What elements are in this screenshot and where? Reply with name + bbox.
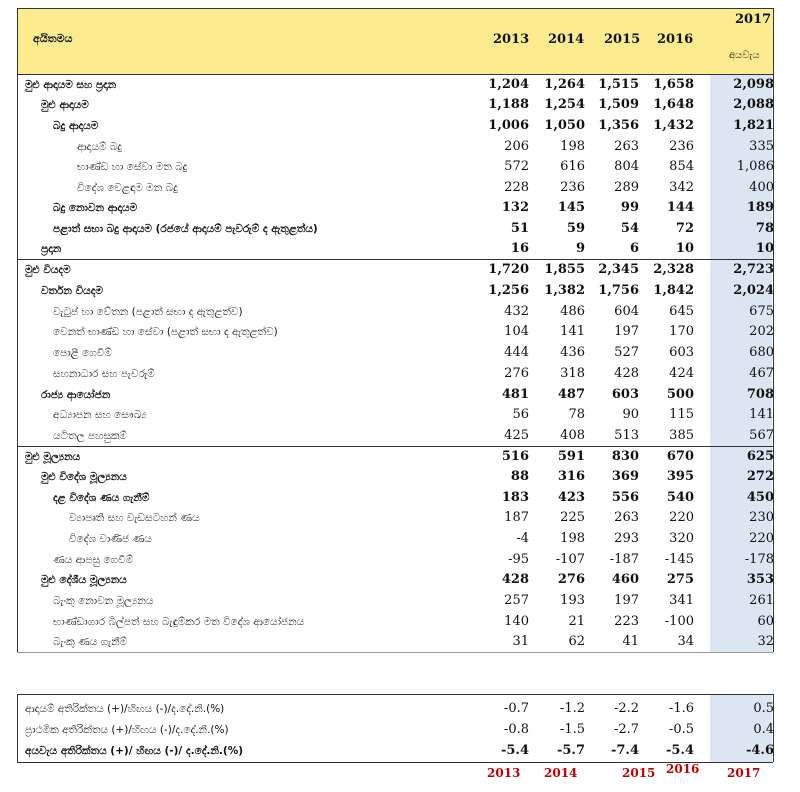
- row-value-2015: -7.4: [610, 743, 639, 758]
- row-label: මුළු දේශීය මූල්‍යනය: [41, 574, 127, 586]
- row-label: විදේශ වෙළඳාම මත බදු: [77, 182, 178, 194]
- row-label: ප්‍රාථමික අතිරික්තය (+)/හිඟය (-)/ද.දේ.නි.(%): [25, 724, 229, 736]
- row-value-2017: 1,086: [736, 159, 774, 174]
- row-value-2017: 60: [757, 614, 774, 629]
- row-value-2014: -5.7: [556, 743, 585, 758]
- row-value-2017: 1,821: [733, 118, 774, 133]
- row-value-2015: -2.7: [613, 722, 639, 737]
- table-row: [17, 178, 773, 198]
- row-value-2017: 32: [757, 634, 774, 649]
- footer-year-2017: 2017: [727, 766, 761, 780]
- header-year-2016: 2016: [657, 32, 694, 47]
- row-label: බැංකු ණය ගැනීම්: [53, 636, 128, 648]
- table-row: [17, 157, 773, 177]
- row-value-2016: 645: [669, 304, 694, 319]
- row-value-2013: 432: [504, 304, 529, 319]
- row-label: වැටුප් හා වේතන (පළාත් සභා ද ඇතුළත්ව): [53, 306, 243, 318]
- row-value-2017: -4.6: [745, 743, 774, 758]
- row-value-2016: 115: [669, 407, 694, 422]
- row-value-2015: 527: [614, 345, 639, 360]
- row-value-2016: 34: [677, 634, 694, 649]
- row-value-2016: 540: [666, 490, 694, 505]
- row-value-2013: 183: [501, 490, 529, 505]
- header-year-2013: 2013: [493, 32, 530, 47]
- table-row: [17, 741, 773, 761]
- row-value-2014: 1,264: [544, 77, 585, 92]
- row-value-2014: 225: [560, 510, 585, 525]
- row-label: ණය ආපසු ගෙවීම්: [53, 554, 134, 566]
- row-value-2013: 444: [504, 345, 529, 360]
- row-value-2017: 10: [755, 241, 774, 256]
- row-value-2016: 341: [669, 593, 694, 608]
- row-value-2017: 625: [746, 449, 774, 464]
- row-value-2013: 31: [512, 634, 529, 649]
- row-value-2015: 197: [614, 324, 639, 339]
- row-value-2016: -100: [664, 614, 694, 629]
- row-value-2016: 144: [666, 200, 694, 215]
- row-value-2017: 0.4: [753, 722, 774, 737]
- row-label: ආදායම් බදු: [77, 141, 122, 153]
- row-value-2015: 197: [614, 593, 639, 608]
- row-value-2014: 145: [557, 200, 585, 215]
- footer-year-2016: 2016: [666, 762, 700, 776]
- row-value-2013: 572: [504, 159, 529, 174]
- row-value-2013: 51: [510, 221, 529, 236]
- row-value-2014: 9: [575, 241, 585, 256]
- row-value-2014: -1.2: [559, 701, 585, 716]
- row-value-2014: 408: [560, 428, 585, 443]
- row-value-2013: 516: [501, 449, 529, 464]
- row-value-2014: 59: [566, 221, 585, 236]
- row-label: භාණ්ඩාගාර බිල්පත් සහ බැඳුම්කර මත විදේශ ආයෝජනය: [53, 616, 305, 628]
- row-value-2014: 78: [568, 407, 585, 422]
- table-right-border: [773, 8, 774, 652]
- row-value-2016: 424: [669, 366, 694, 381]
- row-value-2016: 275: [666, 572, 694, 587]
- row-value-2014: 1,254: [544, 97, 585, 112]
- ratio-top-border: [17, 694, 773, 695]
- row-value-2014: -107: [555, 552, 585, 567]
- row-value-2017: 220: [749, 531, 774, 546]
- row-value-2015: 6: [629, 241, 639, 256]
- table-row: [17, 239, 773, 259]
- table-bottom-border: [17, 652, 773, 653]
- row-value-2013: 1,188: [488, 97, 529, 112]
- row-value-2017: 400: [749, 180, 774, 195]
- row-value-2017: 2,088: [733, 97, 774, 112]
- table-row: [17, 720, 773, 740]
- row-value-2017: 675: [749, 304, 774, 319]
- row-value-2013: 140: [504, 614, 529, 629]
- row-value-2017: 335: [749, 139, 774, 154]
- row-value-2017: 2,723: [733, 262, 774, 277]
- row-label: මුළු විදේශ මූල්‍යනය: [41, 471, 127, 483]
- table-top-border: [17, 8, 773, 9]
- row-label: පොළී ගෙවීම්: [53, 347, 112, 359]
- row-value-2013: -0.8: [503, 722, 529, 737]
- table-row: [17, 198, 773, 218]
- row-value-2013: 16: [510, 241, 529, 256]
- table-row: [17, 612, 773, 632]
- row-label: ප්‍රදාන: [41, 243, 62, 255]
- row-value-2017: 2,024: [733, 283, 774, 298]
- row-label: රාජ්‍ය ආයෝජන: [41, 389, 111, 401]
- row-value-2013: 481: [501, 387, 529, 402]
- table-left-border: [17, 8, 18, 652]
- row-value-2016: 1,648: [653, 97, 694, 112]
- row-label: මුළු වියදම: [25, 264, 71, 276]
- row-value-2017: 680: [749, 345, 774, 360]
- row-value-2016: 500: [666, 387, 694, 402]
- row-value-2017: 567: [749, 428, 774, 443]
- table-row: [17, 364, 773, 384]
- row-label: අයවැය අතිරික්තය (+)/ හිඟය (-)/ ද.දේ.නි.(%): [25, 745, 244, 757]
- table-row: [17, 550, 773, 570]
- row-label: වර්තන වියදම: [41, 285, 103, 297]
- row-value-2013: -0.7: [503, 701, 529, 716]
- table-row: [17, 570, 773, 590]
- row-label: මුළු ආදායම සහ ප්‍රදාන: [25, 79, 117, 91]
- row-value-2015: 830: [611, 449, 639, 464]
- row-value-2016: 10: [675, 241, 694, 256]
- row-value-2017: 230: [749, 510, 774, 525]
- row-value-2017: 78: [755, 221, 774, 236]
- table-row: [17, 302, 773, 322]
- row-value-2015: 1,756: [598, 283, 639, 298]
- table-row: [17, 137, 773, 157]
- row-value-2016: 1,658: [653, 77, 694, 92]
- row-value-2015: 54: [620, 221, 639, 236]
- row-value-2016: 236: [669, 139, 694, 154]
- row-value-2016: 1,432: [653, 118, 694, 133]
- row-value-2013: -4: [516, 531, 529, 546]
- row-value-2014: 487: [557, 387, 585, 402]
- table-row: [17, 699, 773, 719]
- table-row: [17, 260, 773, 280]
- table-row: [17, 529, 773, 549]
- row-value-2014: 236: [560, 180, 585, 195]
- row-value-2013: -5.4: [500, 743, 529, 758]
- row-value-2017: 272: [746, 469, 774, 484]
- row-value-2015: 41: [622, 634, 639, 649]
- row-value-2013: -95: [508, 552, 529, 567]
- row-value-2015: 2,345: [598, 262, 639, 277]
- ratio-right-border: [773, 694, 774, 762]
- row-value-2013: 276: [504, 366, 529, 381]
- row-value-2015: 513: [614, 428, 639, 443]
- row-value-2016: 2,328: [653, 262, 694, 277]
- row-value-2016: 603: [669, 345, 694, 360]
- row-label: බදු නොවන ආදායම: [53, 202, 138, 214]
- row-value-2016: 342: [669, 180, 694, 195]
- row-value-2013: 206: [504, 139, 529, 154]
- row-value-2017: 353: [746, 572, 774, 587]
- row-value-2014: 1,855: [544, 262, 585, 277]
- row-value-2016: 320: [669, 531, 694, 546]
- row-value-2014: 486: [560, 304, 585, 319]
- row-value-2016: -145: [664, 552, 694, 567]
- table-row: [17, 385, 773, 405]
- row-value-2015: 99: [620, 200, 639, 215]
- row-value-2014: 198: [560, 531, 585, 546]
- row-value-2015: -187: [609, 552, 639, 567]
- row-value-2013: 425: [504, 428, 529, 443]
- table-row: [17, 508, 773, 528]
- table-row: [17, 467, 773, 487]
- row-value-2013: 104: [504, 324, 529, 339]
- row-value-2017: 2,098: [733, 77, 774, 92]
- table-row: [17, 426, 773, 446]
- table-row: [17, 219, 773, 239]
- row-value-2016: 1,842: [653, 283, 694, 298]
- row-value-2014: 198: [560, 139, 585, 154]
- row-value-2015: 1,509: [598, 97, 639, 112]
- table-row: [17, 591, 773, 611]
- row-value-2016: 385: [669, 428, 694, 443]
- row-value-2014: 141: [560, 324, 585, 339]
- row-value-2013: 428: [501, 572, 529, 587]
- header-year-2017: 2017: [735, 12, 772, 27]
- row-value-2015: 369: [611, 469, 639, 484]
- row-value-2014: 21: [568, 614, 585, 629]
- row-label: සහනාධාර සහ පැවරුම්: [53, 368, 155, 380]
- row-value-2015: 289: [614, 180, 639, 195]
- section-divider: [17, 446, 773, 447]
- footer-year-2013: 2013: [487, 766, 521, 780]
- row-value-2015: -2.2: [613, 701, 639, 716]
- row-value-2016: -5.4: [665, 743, 694, 758]
- row-value-2014: 276: [557, 572, 585, 587]
- row-label: මුළු මූල්‍යනය: [25, 451, 81, 463]
- row-label: බදු ආදායම: [53, 120, 99, 132]
- row-value-2014: 1,382: [544, 283, 585, 298]
- row-value-2016: 670: [666, 449, 694, 464]
- row-value-2014: -1.5: [559, 722, 585, 737]
- row-label: බැංකු නොවන මූල්‍යනය: [53, 595, 154, 607]
- row-value-2015: 428: [614, 366, 639, 381]
- row-label: ආදායම් අතිරික්තය (+)/හිඟය (-)/ද.දේ.නි.(%): [25, 703, 225, 715]
- row-value-2014: 591: [557, 449, 585, 464]
- row-value-2015: 90: [622, 407, 639, 422]
- row-label: ව්‍යාපෘති සහ වැඩසටහන් ණය: [69, 512, 200, 524]
- row-value-2016: 170: [669, 324, 694, 339]
- row-value-2015: 804: [614, 159, 639, 174]
- row-value-2015: 603: [611, 387, 639, 402]
- footer-year-2014: 2014: [544, 766, 578, 780]
- row-value-2013: 1,006: [488, 118, 529, 133]
- row-value-2013: 1,720: [488, 262, 529, 277]
- row-value-2015: 556: [611, 490, 639, 505]
- table-row: [17, 95, 773, 115]
- row-value-2014: 1,050: [544, 118, 585, 133]
- row-value-2015: 604: [614, 304, 639, 319]
- table-row: [17, 488, 773, 508]
- table-row: [17, 322, 773, 342]
- row-value-2013: 88: [510, 469, 529, 484]
- row-value-2013: 257: [504, 593, 529, 608]
- row-value-2013: 187: [504, 510, 529, 525]
- row-value-2016: -1.6: [668, 701, 694, 716]
- row-label: භාණ්ඩ හා සේවා මත බදු: [77, 161, 188, 173]
- row-value-2017: 708: [746, 387, 774, 402]
- row-value-2014: 318: [560, 366, 585, 381]
- row-value-2017: 202: [749, 324, 774, 339]
- row-value-2017: 141: [749, 407, 774, 422]
- row-value-2017: 467: [749, 366, 774, 381]
- section-divider: [17, 259, 773, 260]
- row-value-2016: -0.5: [668, 722, 694, 737]
- row-value-2015: 263: [614, 139, 639, 154]
- table-row: [17, 632, 773, 652]
- row-value-2017: 0.5: [753, 701, 774, 716]
- row-value-2015: 263: [614, 510, 639, 525]
- row-value-2017: 450: [746, 490, 774, 505]
- table-row: [17, 116, 773, 136]
- ratio-left-border: [17, 694, 18, 762]
- row-value-2013: 132: [501, 200, 529, 215]
- row-value-2015: 1,515: [598, 77, 639, 92]
- row-label: දළ විදේශ ණය ගැනීම්: [53, 492, 150, 504]
- header-bottom-border: [17, 74, 773, 75]
- table-row: [17, 405, 773, 425]
- row-value-2016: 395: [666, 469, 694, 484]
- header-year-2015: 2015: [604, 32, 641, 47]
- table-row: [17, 281, 773, 301]
- row-value-2015: 460: [611, 572, 639, 587]
- row-label: විදේශ වාණිජ ණය: [69, 533, 152, 545]
- row-value-2014: 423: [557, 490, 585, 505]
- row-value-2017: -178: [744, 552, 774, 567]
- header-budget-label: අයවැය: [729, 50, 760, 61]
- row-label: මුළු ආදායම: [41, 99, 89, 111]
- ratio-bottom-border: [17, 762, 773, 763]
- header-item-label: අයිතමය: [33, 32, 73, 45]
- row-value-2016: 220: [669, 510, 694, 525]
- row-value-2015: 293: [614, 531, 639, 546]
- row-label: අධ්‍යාපන සහ සෞඛ්‍ය: [53, 409, 147, 421]
- row-value-2016: 854: [669, 159, 694, 174]
- row-value-2013: 56: [512, 407, 529, 422]
- row-value-2016: 72: [675, 221, 694, 236]
- row-value-2014: 62: [568, 634, 585, 649]
- row-value-2014: 616: [560, 159, 585, 174]
- row-label: යටිතල පහසුකම්: [53, 430, 127, 442]
- table-row: [17, 447, 773, 467]
- row-value-2015: 1,356: [598, 118, 639, 133]
- table-header: [17, 8, 773, 74]
- table-row: [17, 343, 773, 363]
- row-label: පළාත් සභා බදු ආදායම (රජයේ ආදායම් පැවරුම් ද ඇතුළත්ය): [53, 223, 318, 235]
- row-label: වෙනත් භාණ්ඩ හා සේවා (පළාත් සභා ද ඇතුළත්ව): [53, 326, 278, 338]
- row-value-2014: 193: [560, 593, 585, 608]
- row-value-2013: 1,204: [488, 77, 529, 92]
- row-value-2013: 228: [504, 180, 529, 195]
- row-value-2017: 261: [749, 593, 774, 608]
- footer-year-2015: 2015: [622, 766, 656, 780]
- row-value-2014: 436: [560, 345, 585, 360]
- header-year-2014: 2014: [548, 32, 585, 47]
- row-value-2015: 223: [614, 614, 639, 629]
- row-value-2017: 189: [746, 200, 774, 215]
- row-value-2014: 316: [557, 469, 585, 484]
- table-row: [17, 75, 773, 95]
- row-value-2013: 1,256: [488, 283, 529, 298]
